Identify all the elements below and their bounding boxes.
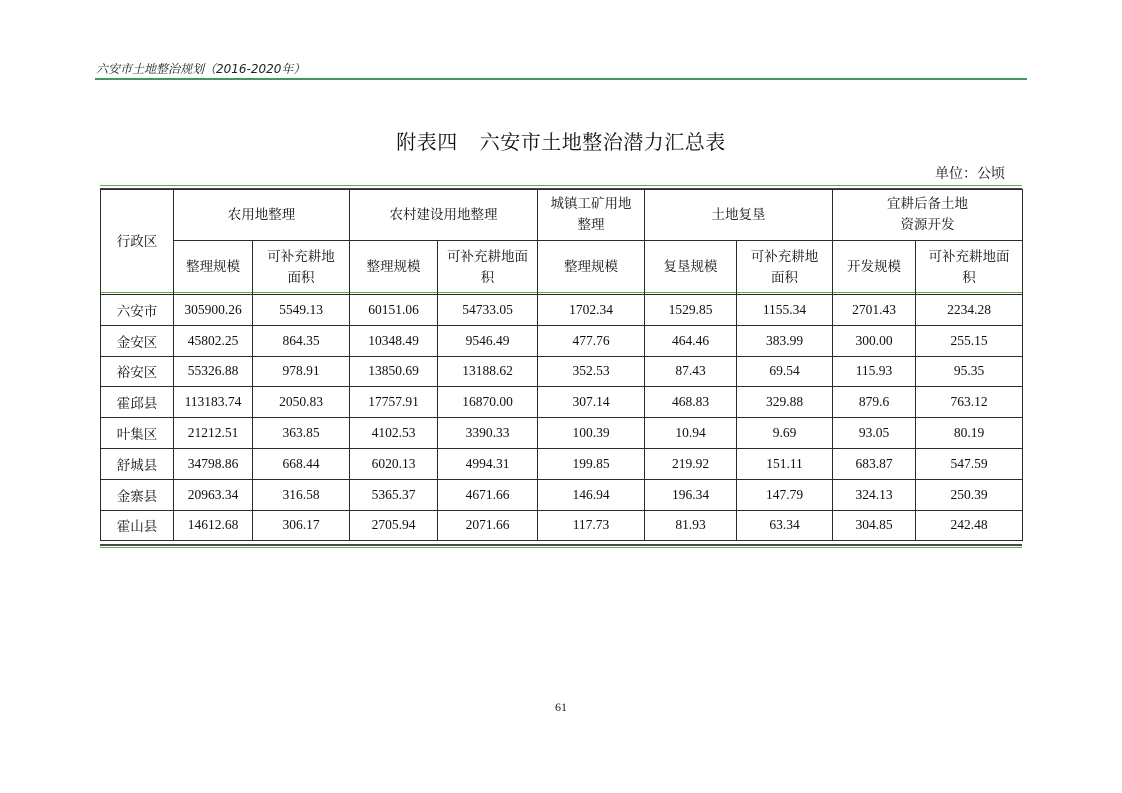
subheader: 可补充耕地面积 xyxy=(916,241,1023,295)
value-cell: 9.69 xyxy=(737,418,833,449)
running-header: 六安市土地整治规划（2016-2020年） xyxy=(96,62,306,76)
value-cell: 100.39 xyxy=(538,418,645,449)
value-cell: 60151.06 xyxy=(350,295,438,326)
value-cell: 683.87 xyxy=(833,448,916,479)
region-cell: 金寨县 xyxy=(101,479,174,510)
subheader: 整理规模 xyxy=(174,241,253,295)
value-cell: 2071.66 xyxy=(438,510,538,541)
subheader: 复垦规模 xyxy=(645,241,737,295)
value-cell: 864.35 xyxy=(253,325,350,356)
region-cell: 舒城县 xyxy=(101,448,174,479)
value-cell: 69.54 xyxy=(737,356,833,387)
value-cell: 464.46 xyxy=(645,325,737,356)
value-cell: 1702.34 xyxy=(538,295,645,326)
value-cell: 16870.00 xyxy=(438,387,538,418)
value-cell: 93.05 xyxy=(833,418,916,449)
table-row xyxy=(101,510,1023,541)
value-cell: 219.92 xyxy=(645,448,737,479)
value-cell: 250.39 xyxy=(916,479,1023,510)
value-cell: 13188.62 xyxy=(438,356,538,387)
value-cell: 324.13 xyxy=(833,479,916,510)
table-body xyxy=(101,295,1023,541)
value-cell: 879.6 xyxy=(833,387,916,418)
value-cell: 17757.91 xyxy=(350,387,438,418)
value-cell: 329.88 xyxy=(737,387,833,418)
value-cell: 2701.43 xyxy=(833,295,916,326)
table-row xyxy=(101,479,1023,510)
region-cell: 霍山县 xyxy=(101,510,174,541)
value-cell: 547.59 xyxy=(916,448,1023,479)
value-cell: 2705.94 xyxy=(350,510,438,541)
value-cell: 20963.34 xyxy=(174,479,253,510)
region-header: 行政区 xyxy=(101,190,174,295)
value-cell: 307.14 xyxy=(538,387,645,418)
table-bottom-rule-green xyxy=(100,547,1022,548)
region-cell: 六安市 xyxy=(101,295,174,326)
group-header: 农用地整理 xyxy=(174,190,350,241)
table-row xyxy=(101,418,1023,449)
region-cell: 霍邱县 xyxy=(101,387,174,418)
value-cell: 300.00 xyxy=(833,325,916,356)
value-cell: 363.85 xyxy=(253,418,350,449)
value-cell: 196.34 xyxy=(645,479,737,510)
region-cell: 叶集区 xyxy=(101,418,174,449)
subheader: 可补充耕地面积 xyxy=(438,241,538,295)
value-cell: 54733.05 xyxy=(438,295,538,326)
value-cell: 13850.69 xyxy=(350,356,438,387)
page-title xyxy=(0,126,1122,155)
value-cell: 477.76 xyxy=(538,325,645,356)
value-cell: 81.93 xyxy=(645,510,737,541)
value-cell: 147.79 xyxy=(737,479,833,510)
value-cell: 668.44 xyxy=(253,448,350,479)
value-cell: 113183.74 xyxy=(174,387,253,418)
value-cell: 14612.68 xyxy=(174,510,253,541)
title-prefix: 附表四 xyxy=(396,130,458,154)
value-cell: 1529.85 xyxy=(645,295,737,326)
value-cell: 45802.25 xyxy=(174,325,253,356)
value-cell: 242.48 xyxy=(916,510,1023,541)
value-cell: 383.99 xyxy=(737,325,833,356)
value-cell: 316.58 xyxy=(253,479,350,510)
value-cell: 2234.28 xyxy=(916,295,1023,326)
value-cell: 5365.37 xyxy=(350,479,438,510)
value-cell: 5549.13 xyxy=(253,295,350,326)
value-cell: 763.12 xyxy=(916,387,1023,418)
value-cell: 55326.88 xyxy=(174,356,253,387)
group-header: 土地复垦 xyxy=(645,190,833,241)
unit-label: 单位：公顷 xyxy=(935,166,1005,182)
value-cell: 34798.86 xyxy=(174,448,253,479)
potential-summary-table xyxy=(100,189,1023,541)
subheader: 整理规模 xyxy=(538,241,645,295)
value-cell: 3390.33 xyxy=(438,418,538,449)
value-cell: 63.34 xyxy=(737,510,833,541)
region-cell: 裕安区 xyxy=(101,356,174,387)
group-header: 城镇工矿用地整理 xyxy=(538,190,645,241)
value-cell: 115.93 xyxy=(833,356,916,387)
title-main: 六安市土地整治潜力汇总表 xyxy=(479,130,726,154)
value-cell: 87.43 xyxy=(645,356,737,387)
subheader: 整理规模 xyxy=(350,241,438,295)
value-cell: 95.35 xyxy=(916,356,1023,387)
table-bottom-rule-dark xyxy=(100,544,1022,546)
value-cell: 80.19 xyxy=(916,418,1023,449)
table-row xyxy=(101,356,1023,387)
value-cell: 146.94 xyxy=(538,479,645,510)
value-cell: 304.85 xyxy=(833,510,916,541)
table-top-rule-green xyxy=(100,185,1022,186)
value-cell: 10348.49 xyxy=(350,325,438,356)
table-row xyxy=(101,387,1023,418)
value-cell: 305900.26 xyxy=(174,295,253,326)
value-cell: 255.15 xyxy=(916,325,1023,356)
subheader: 可补充耕地面积 xyxy=(737,241,833,295)
group-header: 农村建设用地整理 xyxy=(350,190,538,241)
subheader: 可补充耕地面积 xyxy=(253,241,350,295)
value-cell: 9546.49 xyxy=(438,325,538,356)
value-cell: 117.73 xyxy=(538,510,645,541)
table-header-row xyxy=(101,190,1023,241)
header-rule xyxy=(95,78,1027,80)
table-row xyxy=(101,448,1023,479)
value-cell: 151.11 xyxy=(737,448,833,479)
value-cell: 352.53 xyxy=(538,356,645,387)
value-cell: 2050.83 xyxy=(253,387,350,418)
value-cell: 4102.53 xyxy=(350,418,438,449)
value-cell: 4671.66 xyxy=(438,479,538,510)
value-cell: 978.91 xyxy=(253,356,350,387)
value-cell: 4994.31 xyxy=(438,448,538,479)
value-cell: 10.94 xyxy=(645,418,737,449)
table-row xyxy=(101,295,1023,326)
page-number: 61 xyxy=(555,700,567,714)
subheader: 开发规模 xyxy=(833,241,916,295)
value-cell: 1155.34 xyxy=(737,295,833,326)
region-cell: 金安区 xyxy=(101,325,174,356)
group-header: 宜耕后备土地资源开发 xyxy=(833,190,1023,241)
value-cell: 306.17 xyxy=(253,510,350,541)
value-cell: 21212.51 xyxy=(174,418,253,449)
table-row xyxy=(101,325,1023,356)
value-cell: 199.85 xyxy=(538,448,645,479)
value-cell: 6020.13 xyxy=(350,448,438,479)
value-cell: 468.83 xyxy=(645,387,737,418)
table-subheader-row xyxy=(101,241,1023,295)
